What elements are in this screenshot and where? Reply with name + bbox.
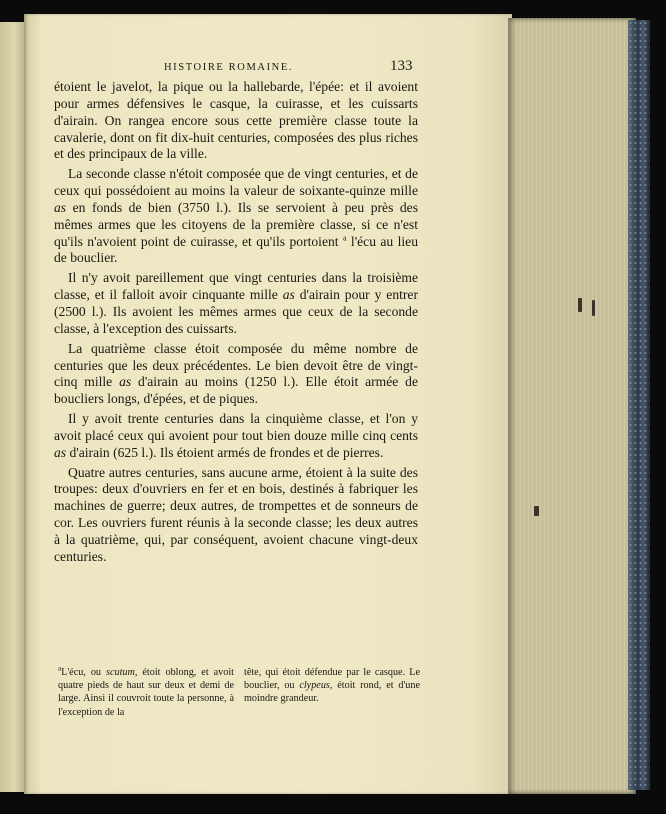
paragraph bbox=[54, 411, 418, 462]
footnote-text: tête, qui étoit défendue par le casque. Le bouclier, ou bbox=[244, 667, 420, 692]
book-cover-edge bbox=[628, 20, 650, 790]
footnote-text: étoit oblong, et avoit quatre pieds de haut sur deux et demi de large. Ainsi il couvroit toute la personne, à l'exception de la bbox=[58, 667, 235, 718]
previous-page-edge bbox=[0, 22, 24, 792]
italic-as: as bbox=[54, 199, 67, 215]
paragraph-text: La quatrième classe étoit composée du même nombre de centuries que les deux précédentes. Le bien devoit être de vingt-cinq mille bbox=[54, 340, 418, 390]
paragraph bbox=[54, 465, 418, 566]
paragraph-text: étoient le javelot, la pique ou la hallebarde, l'épée: et il avoient pour armes défensives le casque, la cuirasse, et les cuissarts d'airain. On rangea encore sous cette première classe toute la cavalerie, dont on fit dix-huit centuries, composées des plus riches et des principaux de la ville. bbox=[54, 79, 418, 162]
footnotes bbox=[58, 666, 420, 719]
footnote-reference[interactable]: a bbox=[342, 233, 347, 243]
footnote-text: étoit rond, et d'une moindre grandeur. bbox=[244, 680, 420, 705]
footnote-column-left bbox=[58, 666, 234, 719]
paragraph-text: d'airain au moins (1250 l.). Elle étoit armée de boucliers longs, d'épées, et de piques. bbox=[54, 374, 418, 407]
running-head-title: HISTOIRE ROMAINE. bbox=[164, 62, 294, 73]
page-number: 133 bbox=[390, 58, 413, 74]
paragraph-text: l'écu au lieu de bouclier. bbox=[54, 233, 418, 266]
footnote-italic: clypeus, bbox=[299, 680, 333, 692]
page-block-edges bbox=[508, 18, 636, 794]
paragraph-text: Il y avoit trente centuries dans la cinquième classe, et l'on y avoit placé ceux qui avoient pour tout bien douze mille cinq cents bbox=[54, 411, 418, 443]
running-head bbox=[24, 56, 512, 80]
footnote-column-right bbox=[244, 666, 420, 719]
footnote-italic: scutum, bbox=[106, 667, 138, 678]
paragraph bbox=[54, 270, 418, 337]
footnote-text: L'écu, ou bbox=[61, 667, 102, 678]
page-edge-stain bbox=[578, 298, 582, 312]
paragraph bbox=[54, 341, 418, 408]
italic-as: as bbox=[54, 444, 67, 460]
italic-as: as bbox=[282, 287, 295, 303]
paragraph-text: Il n'y avoit pareillement que vingt centuries dans la troisième classe, et il falloit avoir cinquante mille bbox=[54, 270, 418, 303]
paragraph-text: Quatre autres centuries, sans aucune arme, étoient à la suite des troupes: deux d'ouvriers en fer et en bois, destinés à fabriquer les machines de guerre; deux autres, de trompettes et de sonneurs de cor. Les ouvriers furent réunis à la seconde classe; les deux autres à la quatrième, qui, par conséquent, avoient chacune vingt-deux centuries. bbox=[54, 464, 418, 564]
paragraph-text: d'airain pour y entrer (2500 l.). Ils avoient les mêmes armes que ceux de la seconde classe, à l'exception des cuissarts. bbox=[54, 287, 418, 336]
italic-as: as bbox=[119, 374, 132, 390]
footnote-mark: a bbox=[58, 664, 62, 673]
page-edge-stain bbox=[592, 300, 595, 316]
paragraph bbox=[54, 79, 418, 163]
paragraph bbox=[54, 166, 418, 267]
paragraph-text: La seconde classe n'étoit composée que de vingt centuries, et de ceux qui possédoient au moins la valeur de soixante-quinze mille bbox=[54, 166, 418, 199]
page-edge-stain bbox=[534, 506, 539, 516]
body-text bbox=[54, 79, 418, 569]
marbled-cover-pattern bbox=[628, 20, 650, 790]
paragraph-text: d'airain (625 l.). Ils étoient armés de frondes et de pierres. bbox=[69, 444, 384, 460]
paragraph-text: en fonds de bien (3750 l.). Ils se servoient à peu près des mêmes armes que les citoyens de la première classe, si ce n'est qu'ils n'avoient point de cuirasse, et qu'ils portoient bbox=[54, 199, 418, 249]
